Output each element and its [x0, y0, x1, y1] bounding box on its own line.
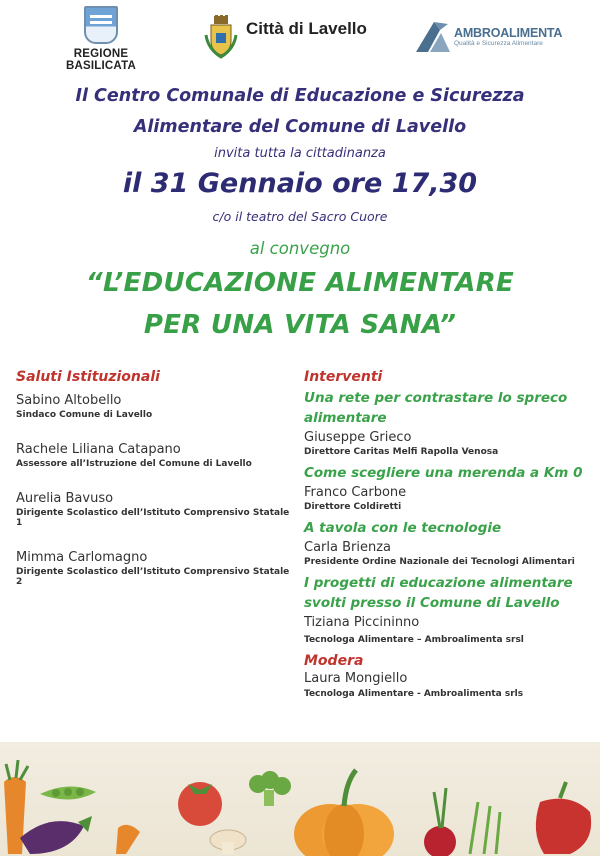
interventi-section: [304, 369, 594, 699]
talk-speaker-role: Presidente Ordine Nazionale dei Tecnologi Alimentari: [304, 557, 575, 567]
saluti-person: [16, 442, 296, 469]
talk-item: [304, 518, 594, 567]
talk-speaker-role: Direttore Caritas Melfi Rapolla Venosa: [304, 447, 499, 457]
person-name: Mimma Carlomagno: [16, 550, 148, 565]
talk-title-line: A tavola con le tecnologie: [304, 520, 502, 536]
saluti-person: [16, 393, 296, 420]
organizer-line-2: Alimentare del Comune di Lavello: [133, 117, 467, 137]
regione-basilicata-logo: [40, 6, 162, 72]
event-date: il 31 Gennaio ore 17,30: [122, 168, 478, 199]
saluti-person: [16, 491, 296, 528]
vegetables-illustration-icon: [0, 742, 600, 856]
theme-title-line-1: “L’EDUCAZIONE ALIMENTARE: [85, 268, 515, 298]
lavello-coat-of-arms-icon: [204, 15, 238, 59]
invite-text: invita tutta la cittadinanza: [214, 146, 386, 161]
citta-di-lavello-logo: [204, 14, 367, 60]
talk-title-line: Come scegliere una merenda a Km 0: [304, 465, 583, 481]
regione-crest-icon: [84, 6, 118, 44]
ambro-tagline: Qualità e Sicurezza Alimentare: [454, 40, 543, 47]
talk-item: [304, 463, 594, 512]
moderator-heading: Modera: [304, 653, 364, 669]
talk-item: [304, 388, 594, 457]
ambroalimenta-logo: [414, 16, 562, 58]
citta-label: Città di Lavello: [246, 19, 367, 38]
talk-speaker-role: Tecnologa Alimentare – Ambroalimenta srsl: [304, 635, 524, 645]
moderator-block: [304, 653, 594, 699]
person-role: Assessore all’Istruzione del Comune di Lavello: [16, 459, 252, 469]
moderator-name: Laura Mongiello: [304, 671, 408, 686]
person-role: Dirigente Scolastico dell’Istituto Comprensivo Statale 2: [16, 567, 290, 587]
theme-title-line-2: PER UNA VITA SANA”: [143, 310, 457, 340]
ambroalimenta-mark-icon: [414, 18, 452, 56]
talk-speaker: Tiziana Piccininno: [304, 615, 420, 630]
person-name: Rachele Liliana Catapano: [16, 442, 181, 457]
talk-title-line: I progetti di educazione alimentare: [304, 575, 573, 591]
person-name: Aurelia Bavuso: [16, 491, 114, 506]
talk-title-line: svolti presso il Comune di Lavello: [304, 595, 560, 611]
talk-title-line: alimentare: [304, 410, 387, 426]
regione-label: REGIONE BASILICATA: [66, 48, 136, 72]
vegetables-illustration: [0, 742, 600, 856]
person-name: Sabino Altobello: [16, 393, 122, 408]
saluti-section: [16, 369, 296, 587]
talk-title-line: Una rete per contrastare lo spreco: [304, 390, 568, 406]
moderator-role: Tecnologa Alimentare - Ambroalimenta srls: [304, 689, 524, 699]
ambro-name: AMBROALIMENTA: [454, 25, 563, 40]
interventi-heading: Interventi: [304, 369, 383, 385]
talk-speaker: Carla Brienza: [304, 540, 392, 555]
talk-item: [304, 573, 594, 645]
talk-speaker-role: Direttore Coldiretti: [304, 502, 402, 512]
person-role: Sindaco Comune di Lavello: [16, 410, 153, 420]
talk-speaker: Giuseppe Grieco: [304, 430, 412, 445]
event-venue: c/o il teatro del Sacro Cuore: [212, 209, 388, 224]
talk-speaker: Franco Carbone: [304, 485, 407, 500]
person-role: Dirigente Scolastico dell’Istituto Comprensivo Statale 1: [16, 508, 290, 528]
saluti-person: [16, 550, 296, 587]
organizer-line-1: Il Centro Comunale di Educazione e Sicurezza: [75, 86, 525, 106]
convegno-label: al convegno: [249, 239, 351, 258]
saluti-heading: Saluti Istituzionali: [16, 369, 160, 385]
